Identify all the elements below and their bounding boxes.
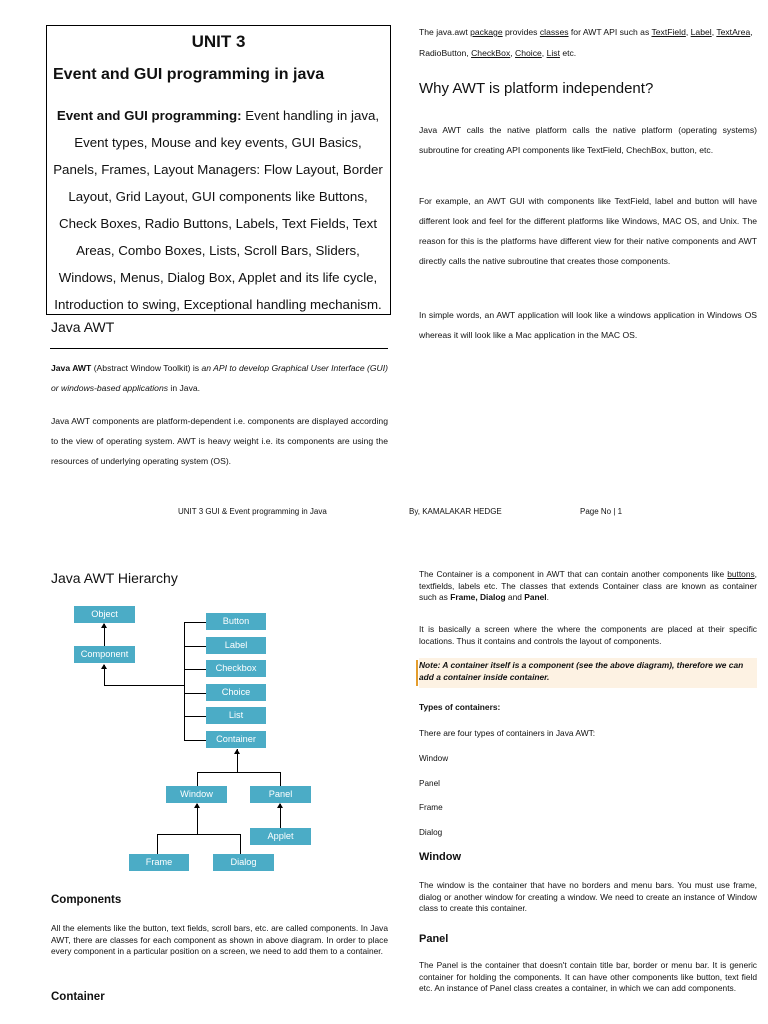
line-choice	[184, 693, 206, 694]
container-paragraph-1	[419, 569, 757, 604]
container-type-dialog: Dialog	[419, 828, 443, 837]
link-classes[interactable]: classes	[539, 27, 569, 37]
container-p1-frame-dialog: Frame, Dialog	[450, 592, 506, 602]
line-panel-drop	[280, 772, 281, 786]
node-applet: Applet	[250, 828, 311, 845]
hierarchy-heading: Java AWT Hierarchy	[51, 570, 178, 586]
arrow-component	[101, 664, 107, 669]
node-panel: Panel	[250, 786, 311, 803]
intro-sep-2: ,	[711, 27, 717, 37]
arrow-window	[194, 803, 200, 808]
line-window-panel	[197, 772, 280, 773]
line-container	[184, 740, 206, 741]
node-list: List	[206, 707, 266, 724]
line-list	[184, 716, 206, 717]
node-button: Button	[206, 613, 266, 630]
java-awt-definition	[51, 358, 388, 398]
container-p1-a: The Container is a component in AWT that can contain another components like	[419, 569, 728, 579]
link-choice[interactable]: Choice	[515, 48, 542, 58]
node-checkbox: Checkbox	[206, 660, 266, 677]
unit-description-text: Event handling in java, Event types, Mouse and key events, GUI Basics, Panels, Frames, Layout Managers: Flow Layout, Border Layout, Grid Layout, GUI components like Buttons, Check Boxes, Radio Buttons, Labels, Text Fields, Text Areas, Combo Boxes, Lists, Scroll Bars, Sliders, Windows, Menus, Dialog Box, Applet and its life cycle, Introduction to swing, Exceptional handling mechanism.	[53, 108, 383, 312]
def-plain-2: in Java.	[168, 383, 201, 393]
link-checkbox[interactable]: CheckBox	[471, 48, 511, 58]
why-paragraph-3: In simple words, an AWT application will look like a windows application in Windows OS whereas it will look like a Mac application in the MAC OS.	[419, 310, 757, 340]
container-type-window: Window	[419, 754, 449, 763]
panel-heading: Panel	[419, 933, 449, 945]
window-heading: Window	[419, 851, 462, 863]
line-bus-vertical	[184, 622, 185, 710]
node-choice: Choice	[206, 684, 266, 701]
node-dialog: Dialog	[213, 854, 274, 871]
types-heading: Types of containers:	[419, 702, 501, 712]
java-awt-heading: Java AWT	[51, 319, 115, 335]
unit-description-label: Event and GUI programming:	[56, 108, 242, 123]
components-paragraph: All the elements like the button, text fields, scroll bars, etc. are called components. In Java AWT, there are classes for each component as shown in above diagram. In order to place every component in a particular position on a screen, we need to add them to a container.	[51, 923, 388, 956]
footer-author: By, KAMALAKAR HEDGE	[409, 507, 502, 516]
arrow-container	[234, 749, 240, 754]
link-package[interactable]: package	[470, 27, 503, 37]
line-to-window	[197, 804, 198, 834]
note-text: Note: A container itself is a component (see the above diagram), therefore we can add a container inside container.	[419, 660, 744, 682]
intro-text-4: , RadioButton,	[419, 27, 753, 58]
node-component: Component	[74, 646, 135, 663]
intro-text-3: for AWT API such as	[568, 27, 652, 37]
types-intro: There are four types of containers in Java AWT:	[419, 728, 596, 738]
intro-sep-3: ,	[510, 48, 516, 58]
why-paragraph-1: Java AWT calls the native platform calls the native platform (operating systems) subroutine for creating API components like TextField, ChechBox, button, etc.	[419, 125, 757, 155]
heading-rule	[50, 348, 388, 349]
line-button	[184, 622, 206, 623]
def-bold: Java AWT	[51, 363, 92, 373]
line-frame-dialog	[157, 834, 240, 835]
unit-subtitle: Event and GUI programming in java	[53, 66, 325, 83]
container-paragraph-2: It is basically a screen where the where the components are placed at their specific locations. Thus it contains and controls the layout of components.	[419, 624, 757, 646]
container-p1-and: and	[505, 592, 525, 602]
panel-paragraph: The Panel is the container that doesn't contain title bar, border or menu bar. It is generic container for holding the components. It can have other components like button, text field etc. An instance of Panel class creates a container, in which we can add components.	[419, 960, 757, 993]
node-frame: Frame	[129, 854, 189, 871]
line-window-drop	[197, 772, 198, 786]
node-container: Container	[206, 731, 266, 748]
def-plain-1: (Abstract Window Toolkit) is	[91, 363, 202, 373]
link-label[interactable]: Label	[690, 27, 712, 37]
node-label: Label	[206, 637, 266, 654]
container-type-frame: Frame	[419, 803, 443, 812]
awt-package-intro	[419, 22, 759, 64]
node-window: Window	[166, 786, 227, 803]
unit-description	[53, 102, 383, 318]
why-platform-independent-heading: Why AWT is platform independent?	[419, 80, 654, 97]
note-accent-bar	[416, 660, 418, 686]
link-textarea[interactable]: TextArea	[716, 27, 751, 37]
line-checkbox	[184, 669, 206, 670]
intro-text-5: etc.	[559, 48, 577, 58]
link-list[interactable]: List	[546, 48, 560, 58]
line-bus-horizontal	[104, 685, 184, 686]
intro-sep-1: ,	[685, 27, 691, 37]
why-paragraph-2: For example, an AWT GUI with components like TextField, label and button will have different look and feel for the different platforms like Windows, MAC OS, and Unix. The reason for this is the platforms have different view for their native components and AWT directly calls the native subroutine that creates those components.	[419, 196, 757, 266]
link-textfield[interactable]: TextField	[651, 27, 686, 37]
arrow-panel	[277, 803, 283, 808]
line-dialog-drop	[240, 834, 241, 854]
intro-sep-4: ,	[541, 48, 547, 58]
def-italic: an API to develop Graphical User Interface (GUI) or windows-based applications	[51, 363, 388, 393]
link-buttons[interactable]: buttons	[727, 569, 755, 579]
line-bus-vertical-2	[184, 709, 185, 740]
container-p1-panel: Panel	[524, 592, 547, 602]
node-object: Object	[74, 606, 135, 623]
java-awt-components-paragraph: Java AWT components are platform-dependent i.e. components are displayed according to the view of operating system. AWT is heavy weight i.e. its components are using the resources of underlying operating system (OS).	[51, 416, 388, 466]
arrow-object	[101, 623, 107, 628]
components-heading: Components	[51, 894, 122, 906]
container-heading: Container	[51, 991, 105, 1003]
footer-page-number: Page No | 1	[580, 507, 623, 516]
window-paragraph: The window is the container that have no borders and menu bars. You must use frame, dialog or another window for creating a window. We need to create an instance of Window class to create this container.	[419, 880, 757, 913]
unit-box	[46, 25, 391, 315]
unit-title: UNIT 3	[191, 32, 246, 51]
line-frame-drop	[157, 834, 158, 854]
footer-unit: UNIT 3 GUI & Event programming in Java	[178, 507, 327, 516]
intro-text-1: The java.awt	[419, 27, 471, 37]
line-label	[184, 646, 206, 647]
container-p1-end: .	[546, 592, 549, 602]
container-p1-b: , textfields, labels etc. The classes that extends Container class are known as container such as	[419, 569, 757, 602]
container-type-panel: Panel	[419, 779, 440, 788]
intro-text-2: provides	[502, 27, 540, 37]
